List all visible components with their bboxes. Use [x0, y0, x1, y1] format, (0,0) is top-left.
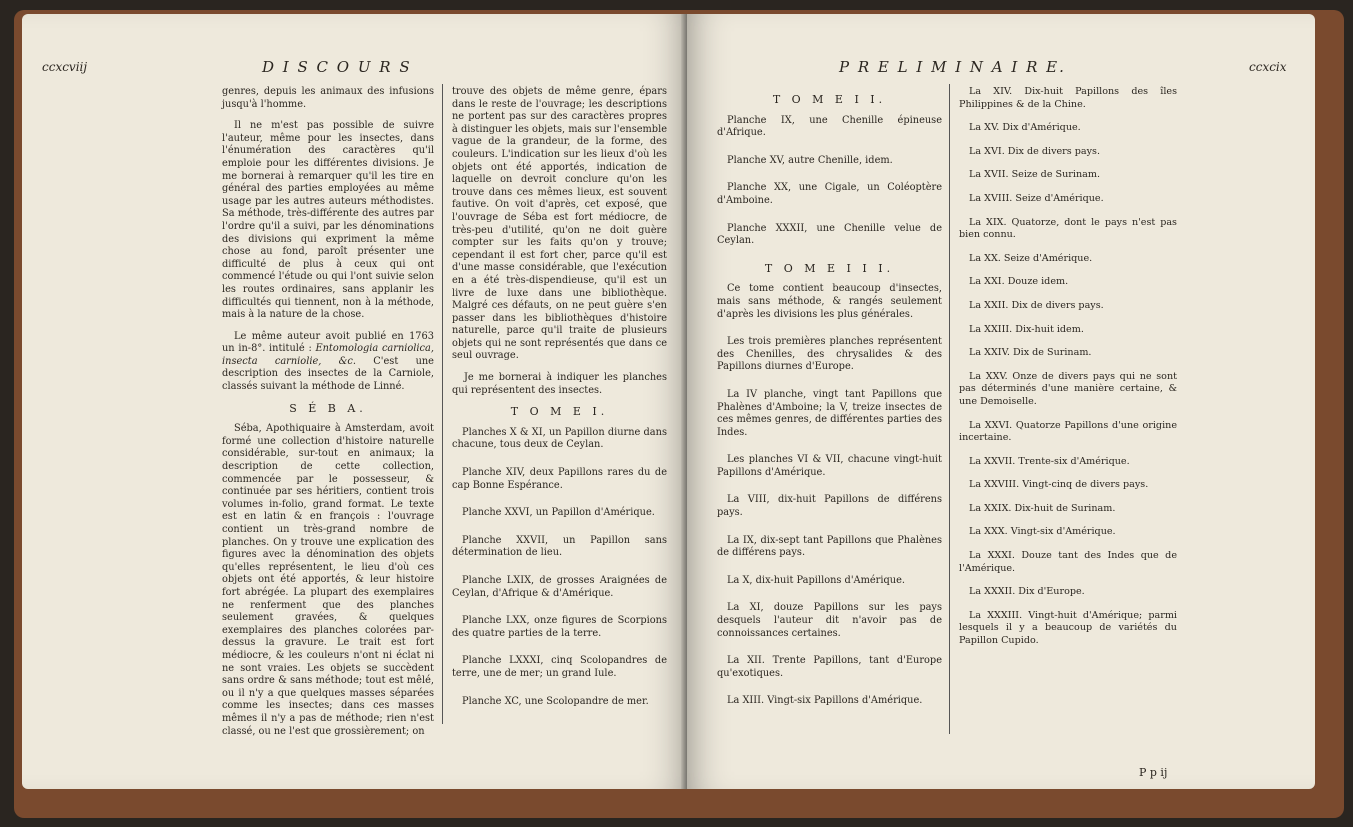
list-item: La XXII. Dix de divers pays.: [969, 299, 1104, 311]
list-item: Planche XXVI, un Papillon d'Amérique.: [462, 507, 655, 519]
list-item: La XXV. Onze de divers pays qui ne sont pas déterminés d'une manière certaine, & une Demoiselle.: [959, 370, 1177, 407]
list-item: La XVIII. Seize d'Amérique.: [969, 192, 1104, 204]
list-item: La XXXII. Dix d'Europe.: [969, 586, 1085, 598]
list-item: La XVII. Seize de Surinam.: [969, 169, 1100, 181]
list-item: La XIX. Quatorze, dont le pays n'est pas bien connu.: [959, 216, 1177, 241]
paragraph: Séba, Apothiquaire à Amsterdam, avoit formé une collection d'histoire naturelle considérable, sur-tout en animaux; la description de cette collection, commencée par le possesseur, & continuée par ses héritiers, contient trois volumes in-folio, grand format. Le texte est en latin & en françois : l'ouvrage contient un très-grand nombre de planches. On y trouve une explication des figures avec la dénomination des objets qu'elles représentent, le lieu d'où ces objets ont été apportés, & leur histoire fort abrégée. La plupart des exemplaires ne renferment que des planches seulement gravées, & quelques exemplaires des planches colorées par-dessus la gravure. Le trait est fort médiocre, & les couleurs n'ont ni éclat ni ne sont vraies. Les objets se succèdent sans ordre & sans méthode; tout est mêlé, ou il n'y a que quelques masses séparées comme les insectes; dans ces masses mêmes il n'y a pas de méthode; rien n'est classé, ou ne l'est que grossièrement; on: [222, 423, 434, 737]
left-page: [22, 14, 687, 789]
left-column-2: [452, 86, 667, 723]
list-item: Planche XXVII, un Papillon sans détermination de lieu.: [452, 534, 667, 559]
list-item: Planche XXXII, une Chenille velue de Ceylan.: [717, 222, 942, 247]
list-item: Planche XX, une Cigale, un Coléoptère d'Amboine.: [717, 182, 942, 206]
list-item: Planche LXX, onze figures de Scorpions des quatre parties de la terre.: [452, 615, 667, 639]
running-head: D I S C O U R S: [262, 58, 412, 76]
paragraph: genres, depuis les animaux des infusions jusqu'à l'homme.: [222, 86, 434, 110]
page-number: ccxcix: [1249, 60, 1287, 74]
right-page: [687, 14, 1315, 789]
list-item: La XXVIII. Vingt-cinq de divers pays.: [969, 479, 1149, 491]
section-heading: S É B A.: [289, 401, 367, 415]
list-item: La XIII. Vingt-six Papillons d'Amérique.: [727, 695, 923, 707]
list-item: La XXX. Vingt-six d'Amérique.: [969, 526, 1116, 538]
list-item: Les trois premières planches représentent des Chenilles, des chrysalides & des Papillons diurnes d'Europe.: [717, 336, 942, 373]
list-item: La XXI. Douze idem.: [969, 276, 1069, 288]
list-item: La XXVII. Trente-six d'Amérique.: [969, 455, 1130, 467]
list-item: La XX. Seize d'Amérique.: [969, 252, 1093, 264]
list-item: Planche IX, une Chenille épineuse d'Afrique.: [717, 114, 942, 139]
paragraph: Ce tome contient beaucoup d'insectes, mais sans méthode, & rangés seulement d'après les divisions les plus générales.: [717, 283, 942, 320]
paragraph: Je me bornerai à indiquer les planches qui représentent des insectes.: [452, 372, 667, 396]
paragraph: Il ne m'est pas possible de suivre l'auteur, même pour les insectes, dans l'énumération des caractères qu'il emploie pour les différentes divisions. Je me bornerai à remarquer qu'il les tire en général des parties employées au même usage par les autres auteurs méthodistes. Sa méthode, très-différente des autres par l'ordre qu'il a suivi, par les dénominations des divisions qui expriment la même chose au fond, paroît présenter une difficulté de plus à ceux qui ont commencé l'étude ou qui l'ont suivie selon les routes ordinaires, sans applanir les difficultés qui tiennent, non à la méthode, mais à la nature de la chose.: [222, 120, 434, 321]
list-item: La XII. Trente Papillons, tant d'Europe qu'exotiques.: [717, 655, 942, 679]
running-head: P R E L I M I N A I R E.: [839, 58, 1066, 76]
list-item: La XI, douze Papillons sur les pays desquels l'auteur dit n'avoir pas de connoissances certaines.: [717, 602, 942, 639]
left-column-1: [222, 86, 434, 747]
list-item: La VIII, dix-huit Papillons de différens pays.: [717, 494, 942, 519]
page-number: ccxcviij: [42, 60, 88, 74]
paragraph: trouve des objets de même genre, épars dans le reste de l'ouvrage; les descriptions ne portent pas sur des caractères propres à distinguer les objets, mais sur l'ensemble vague de la grandeur, de la forme, des couleurs. L'indication sur les lieux d'où les objets ont été apportés, indication de laquelle on devroit conclure qu'on les trouve dans ces mêmes lieux, est souvent fautive. On voit d'après, cet exposé, que l'ouvrage de Séba est fort médiocre, de très-peu d'utilité, qu'on ne doit guère compter sur les faits qu'on y trouve; cependant il est fort cher, parce qu'il est d'une masse considérable, que l'exécution en a été très-dispendieuse, qu'il est un livre de luxe dans une bibliothèque. Malgré ces défauts, on ne peut guère s'en passer dans les bibliothèques d'histoire naturelle, parce qu'il traite de plusieurs objets qui ne sont représentés que dans ce seul ouvrage.: [452, 86, 668, 362]
column-rule: [949, 84, 950, 734]
list-item: La IV planche, vingt tant Papillons que Phalènes d'Amboine; la V, treize insectes de ces mêmes genres, de différentes parties des Indes.: [717, 388, 942, 438]
list-item: Planche LXXXI, cinq Scolopandres de terre, une de mer; un grand Iule.: [452, 655, 667, 679]
signature-mark: P p ij: [1139, 766, 1168, 779]
list-item: Planche XC, une Scolopandre de mer.: [462, 695, 649, 707]
section-heading: T O M E I I I.: [764, 261, 895, 275]
list-item: La XXXI. Douze tant des Indes que de l'Amérique.: [959, 550, 1177, 574]
list-item: La XIV. Dix-huit Papillons des îles Philippines & de la Chine.: [959, 86, 1177, 110]
list-item: La XXIX. Dix-huit de Surinam.: [969, 502, 1116, 514]
list-item: La XXIV. Dix de Surinam.: [969, 347, 1092, 359]
right-column-1: [717, 86, 942, 723]
list-item: La XVI. Dix de divers pays.: [969, 145, 1100, 157]
section-heading: T O M E I I.: [772, 93, 887, 106]
column-rule: [442, 84, 443, 724]
list-item: La IX, dix-sept tant Papillons que Phalènes de différens pays.: [717, 534, 942, 559]
paragraph: Le même auteur avoit publié en 1763 un in-8°. intitulé : Entomologia carniolica, insecta carniolie, &c. C'est une description des insectes de la Carniole, classés suivant la méthode de Linné.: [222, 330, 435, 393]
list-item: Planches X & XI, un Papillon diurne dans chacune, tous deux de Ceylan.: [452, 426, 667, 451]
list-item: La X, dix-huit Papillons d'Amérique.: [727, 574, 905, 586]
list-item: La XXVI. Quatorze Papillons d'une origine incertaine.: [959, 419, 1177, 444]
list-item: Planche LXIX, de grosses Araignées de Ceylan, d'Afrique & d'Amérique.: [452, 575, 667, 599]
list-item: Les planches VI & VII, chacune vingt-huit Papillons d'Amérique.: [717, 454, 942, 478]
list-item: La XXXIII. Vingt-huit d'Amérique; parmi lesquels il y a beaucoup de variétés du Papillon Cupido.: [959, 609, 1177, 647]
list-item: La XXIII. Dix-huit idem.: [969, 323, 1084, 335]
list-item: La XV. Dix d'Amérique.: [969, 122, 1081, 134]
section-heading: T O M E I.: [510, 405, 609, 419]
right-column-2: [959, 86, 1177, 652]
list-item: Planche XIV, deux Papillons rares du de cap Bonne Espérance.: [452, 467, 667, 491]
list-item: Planche XV, autre Chenille, idem.: [727, 154, 893, 166]
